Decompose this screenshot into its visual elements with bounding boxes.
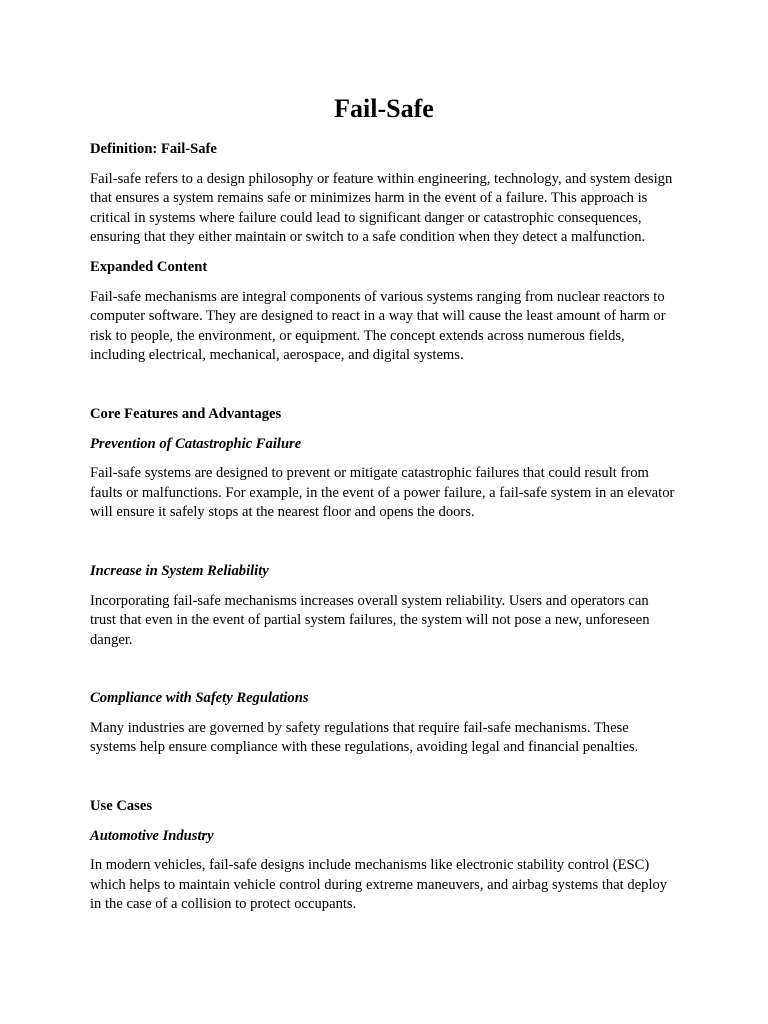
prevention-heading: Prevention of Catastrophic Failure (90, 435, 302, 452)
document-title: Fail-Safe (334, 94, 434, 123)
use-cases-heading: Use Cases (90, 798, 153, 815)
reliability-heading: Increase in System Reliability (90, 562, 269, 579)
document-page (90, 92, 678, 925)
compliance-paragraph: Many industries are governed by safety regulations that require fail-safe mechanisms. These systems help ensure compliance with these regulations, avoiding legal and financial penalties. (90, 719, 639, 756)
definition-heading: Definition: Fail-Safe (90, 141, 217, 157)
prevention-paragraph: Fail-safe systems are designed to prevent or mitigate catastrophic failures that could result from faults or malfunctions. For example, in the event of a power failure, a fail-safe system in an elevator will ensure it safely stops at the nearest floor and opens the doors. (90, 465, 675, 521)
expanded-heading: Expanded Content (90, 258, 208, 275)
reliability-paragraph: Incorporating fail-safe mechanisms increases overall system reliability. Users and operators can trust that even in the event of partial system failures, the system will not pose a new, unforeseen danger. (90, 592, 650, 648)
expanded-paragraph: Fail-safe mechanisms are integral components of various systems ranging from nuclear reactors to computer software. They are designed to react in a way that will cause the least amount of harm or risk to people, the environment, or equipment. The concept extends across numerous fields, including electrical, mechanical, aerospace, and digital systems. (90, 288, 666, 364)
automotive-heading: Automotive Industry (90, 827, 214, 844)
compliance-heading: Compliance with Safety Regulations (90, 690, 309, 707)
automotive-paragraph: In modern vehicles, fail-safe designs include mechanisms like electronic stability control (ESC) which helps to maintain vehicle control during extreme maneuvers, and airbag systems that deploy in the case of a collision to protect occupants. (90, 857, 668, 913)
definition-paragraph: Fail-safe refers to a design philosophy or feature within engineering, technology, and system design that ensures a system remains safe or minimizes harm in the event of a failure. This approach is critical in systems where failure could lead to significant danger or catastrophic consequences, ensuring that they either maintain or switch to a safe condition when they detect a malfunction. (90, 170, 673, 246)
core-features-heading: Core Features and Advantages (90, 405, 282, 422)
